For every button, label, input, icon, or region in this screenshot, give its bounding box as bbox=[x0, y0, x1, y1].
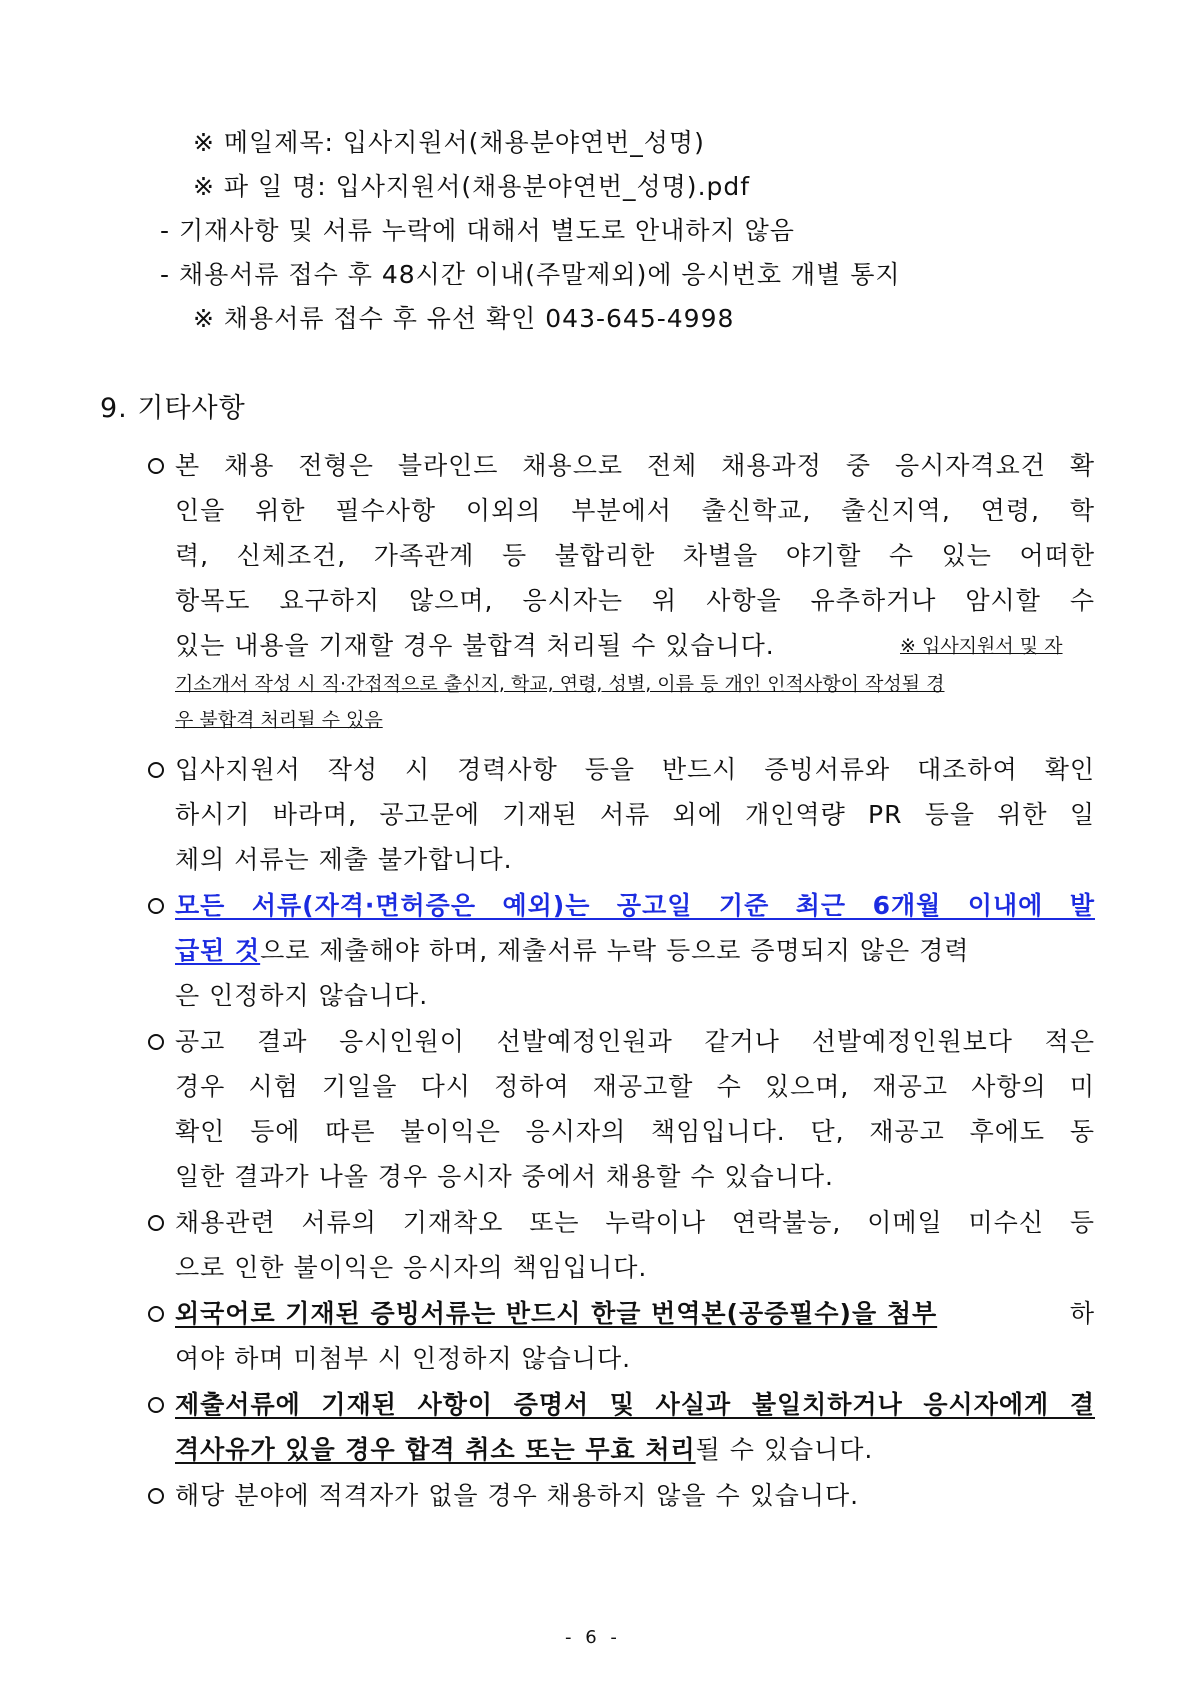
item-4-line-2: 경우 시험 기일을 다시 정하여 재공고할 수 있으며, 재공고 사항의 미 bbox=[175, 1072, 1095, 1101]
item-3-line-2 bbox=[175, 928, 969, 973]
bullet-circle-icon bbox=[148, 1034, 164, 1050]
notification-note: - 채용서류 접수 후 48시간 이내(주말제외)에 응시번호 개별 통지 bbox=[160, 260, 901, 289]
bullet-circle-icon bbox=[148, 1488, 164, 1504]
item-1-line-5: 있는 내용을 기재할 경우 불합격 처리될 수 있습니다. bbox=[175, 631, 775, 660]
omission-note: - 기재사항 및 서류 누락에 대해서 별도로 안내하지 않음 bbox=[160, 216, 795, 245]
item-7-line-2 bbox=[175, 1427, 873, 1472]
phone-confirm-note: ※ 채용서류 접수 후 유선 확인 043-645-4998 bbox=[193, 304, 735, 333]
item-1-line-2: 인을 위한 필수사항 이외의 부분에서 출신학교, 출신지역, 연령, 학 bbox=[175, 496, 1095, 525]
item-1-line-3: 력, 신체조건, 가족관계 등 불합리한 차별을 야기할 수 있는 어떠한 bbox=[175, 541, 1095, 570]
item-1-note-line-3: 우 불합격 처리될 수 있음 bbox=[175, 709, 383, 731]
item-7-line-1: 제출서류에 기재된 사항이 증명서 및 사실과 불일치하거나 응시자에게 결 bbox=[175, 1390, 1095, 1419]
bullet-circle-icon bbox=[148, 1306, 164, 1322]
item-6-highlight: 외국어로 기재된 증빙서류는 반드시 한글 번역본(공증필수)을 첨부 bbox=[175, 1299, 938, 1328]
item-3-line-1: 모든 서류(자격·면허증은 예외)는 공고일 기준 최근 6개월 이내에 발 bbox=[175, 891, 1095, 920]
page-number: - 6 - bbox=[565, 1627, 621, 1648]
mail-subject-note: ※ 메일제목: 입사지원서(채용분야연번_성명) bbox=[193, 128, 705, 157]
item-1-line-1: 본 채용 전형은 블라인드 채용으로 전체 채용과정 중 응시자격요건 확 bbox=[175, 451, 1095, 480]
item-6-line-2: 여야 하며 미첨부 시 인정하지 않습니다. bbox=[175, 1344, 632, 1373]
item-3-line-3: 은 인정하지 않습니다. bbox=[175, 981, 429, 1010]
file-name-note: ※ 파 일 명: 입사지원서(채용분야연번_성명).pdf bbox=[193, 172, 751, 201]
item-4-line-4: 일한 결과가 나올 경우 응시자 중에서 채용할 수 있습니다. bbox=[175, 1162, 834, 1191]
item-6-line-1 bbox=[175, 1291, 1095, 1336]
item-6-line-1-tail: 하 bbox=[1069, 1299, 1095, 1328]
item-1-note-line-1: ※ 입사지원서 및 자 bbox=[900, 635, 1063, 657]
item-2-line-1: 입사지원서 작성 시 경력사항 등을 반드시 증빙서류와 대조하여 확인 bbox=[175, 755, 1095, 784]
bullet-circle-icon bbox=[148, 1215, 164, 1231]
item-8-line-1: 해당 분야에 적격자가 없을 경우 채용하지 않을 수 있습니다. bbox=[175, 1481, 860, 1510]
item-7-line-2-rest: 될 수 있습니다. bbox=[695, 1435, 874, 1464]
item-2-line-2: 하시기 바라며, 공고문에 기재된 서류 외에 개인역량 PR 등을 위한 일 bbox=[175, 800, 1095, 829]
item-5-line-1: 채용관련 서류의 기재착오 또는 누락이나 연락불능, 이메일 미수신 등 bbox=[175, 1208, 1095, 1237]
item-5-line-2: 으로 인한 불이익은 응시자의 책임입니다. bbox=[175, 1253, 648, 1282]
item-3-line-2-rest: 으로 제출해야 하며, 제출서류 누락 등으로 증명되지 않은 경력 bbox=[260, 936, 970, 965]
item-2-line-3: 체의 서류는 제출 불가합니다. bbox=[175, 845, 513, 874]
item-4-line-3: 확인 등에 따른 불이익은 응시자의 책임입니다. 단, 재공고 후에도 동 bbox=[175, 1117, 1095, 1146]
bullet-circle-icon bbox=[148, 762, 164, 778]
item-4-line-1: 공고 결과 응시인원이 선발예정인원과 같거나 선발예정인원보다 적은 bbox=[175, 1027, 1095, 1056]
item-7-highlight: 격사유가 있을 경우 합격 취소 또는 무효 처리 bbox=[175, 1435, 696, 1464]
bullet-circle-icon bbox=[148, 898, 164, 914]
bullet-circle-icon bbox=[148, 1397, 164, 1413]
bullet-circle-icon bbox=[148, 458, 164, 474]
item-3-highlight: 급된 것 bbox=[175, 936, 261, 965]
item-1-note-line-2: 기소개서 작성 시 직·간접적으로 출신지, 학교, 연령, 성별, 이름 등 개인 인적사항이 작성될 경 bbox=[175, 673, 945, 695]
item-1-line-4: 항목도 요구하지 않으며, 응시자는 위 사항을 유추하거나 암시할 수 bbox=[175, 586, 1095, 615]
section-title: 9. 기타사항 bbox=[100, 393, 246, 424]
